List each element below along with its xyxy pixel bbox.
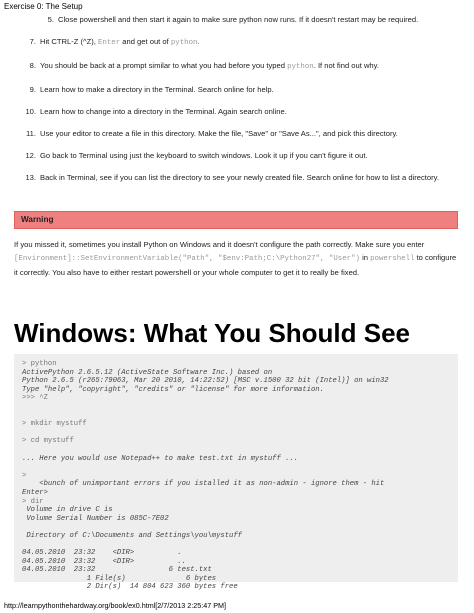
inline-code: python	[170, 39, 198, 47]
step-number: 8.	[29, 61, 36, 70]
terminal-line: ... Here you would use Notepad++ to make test.txt in mystuff ...	[22, 454, 299, 463]
inline-code: Enter	[97, 39, 121, 47]
terminal-line: ActivePython 2.6.5.12 (ActiveState Software Inc.) based on	[22, 368, 273, 377]
step-text: Learn how to change into a directory in the Terminal. Again search online.	[40, 107, 287, 116]
terminal-line: >>> ^Z	[22, 394, 48, 403]
step-7	[0, 36, 474, 49]
section-title: Windows: What You Should See	[14, 318, 411, 348]
inline-code: [Environment]::SetEnvironmentVariable("Path", "$env:Path;C:\Python27", "User")	[14, 255, 360, 263]
step-text: and get out of	[120, 37, 171, 46]
step-text: Learn how to make a directory in the Terminal. Search online for help.	[40, 85, 274, 94]
terminal-line: Volume Serial Number is 085C-7E02	[22, 514, 169, 523]
warning-body	[14, 238, 458, 279]
step-text: Back in Terminal, see if you can list the directory to see your newly created file. Search online for how to list a directory.	[40, 173, 439, 182]
step-number: 9.	[29, 85, 36, 94]
step-8	[0, 60, 474, 73]
step-text: You should be back at a prompt similar to what you had before you typed	[40, 61, 288, 70]
inline-code: python	[287, 63, 314, 71]
warning-text: to configure it correctly. You also have to either restart powershell or your whole computer to get it to really be fixed.	[14, 253, 457, 277]
step-11	[0, 128, 474, 139]
terminal-line: > dir	[22, 497, 44, 506]
step-number: 12.	[25, 151, 36, 160]
terminal-line: 04.05.2010 23:32 6 test.txt	[22, 566, 212, 575]
step-text: Use your editor to create a file in this directory. Make the file, "Save" or "Save As...", and pick this directory.	[40, 129, 398, 138]
terminal-line	[22, 403, 450, 412]
inline-code: powershell	[370, 255, 415, 263]
terminal-line: <bunch of unimportant errors if you istalled it as non-admin - ignore them - hit	[22, 480, 385, 489]
step-number: 11.	[26, 129, 36, 138]
terminal-line: 2 Dir(s) 14 804 623 360 bytes free	[22, 583, 238, 592]
step-text: Hit CTRL-Z (^Z),	[40, 37, 98, 46]
step-text: Go back to Terminal using just the keyboard to switch windows. Look it up if you can't figure it out.	[40, 151, 368, 160]
terminal-line	[22, 463, 450, 472]
terminal-line: > python	[22, 360, 57, 368]
terminal-line	[22, 412, 450, 421]
terminal-line: >	[22, 471, 27, 480]
terminal-line: Directory of C:\Documents and Settings\you\mystuff	[22, 531, 242, 540]
terminal-line	[22, 429, 450, 438]
terminal-line: Enter>	[22, 488, 48, 497]
step-9	[0, 84, 474, 95]
terminal-line: 04.05.2010 23:32 <DIR> .	[22, 549, 182, 558]
terminal-line: Volume in drive C is	[22, 506, 113, 515]
terminal-line	[22, 446, 450, 455]
terminal-line	[22, 523, 450, 532]
step-text: .	[197, 37, 200, 46]
terminal-line: > mkdir mystuff	[22, 420, 87, 429]
steps-list	[0, 14, 474, 194]
warning-header	[14, 211, 458, 229]
step-number: 10.	[25, 107, 36, 116]
step-number: 7.	[29, 37, 36, 46]
warning-text: If you missed it, sometimes you install Python on Windows and it doesn't configure the path correctly. Make sure you enter	[14, 240, 425, 249]
step-text: Close powershell and then start it again to make sure python now runs. If it doesn't restart may be required.	[58, 15, 419, 24]
terminal-line: Type "help", "copyright", "credits" or "license" for more information.	[22, 385, 324, 394]
step-number: 13.	[25, 173, 36, 182]
terminal-output	[14, 354, 458, 592]
step-10	[0, 106, 474, 117]
terminal-line: 04.05.2010 23:32 <DIR> ..	[22, 557, 186, 566]
warning-text: in	[359, 253, 371, 262]
step-12	[0, 150, 474, 161]
step-5	[0, 14, 474, 25]
step-number: 5.	[47, 15, 54, 24]
step-13	[0, 172, 474, 183]
terminal-line: > cd mystuff	[22, 437, 74, 446]
warning-title: Warning	[21, 215, 54, 224]
step-text: . If not find out why.	[313, 61, 380, 70]
page-footer-url: http://learnpythonthehardway.org/book/ex0.html[2/7/2013 2:25:47 PM]	[4, 601, 227, 610]
running-head: Exercise 0: The Setup	[4, 2, 83, 11]
terminal-line	[22, 540, 450, 549]
terminal-line: 1 File(s) 6 bytes	[22, 574, 217, 583]
terminal-line: Python 2.6.5 (r265:79063, Mar 20 2010, 14:22:52) [MSC v.1500 32 bit (Intel)] on win32	[22, 377, 389, 386]
